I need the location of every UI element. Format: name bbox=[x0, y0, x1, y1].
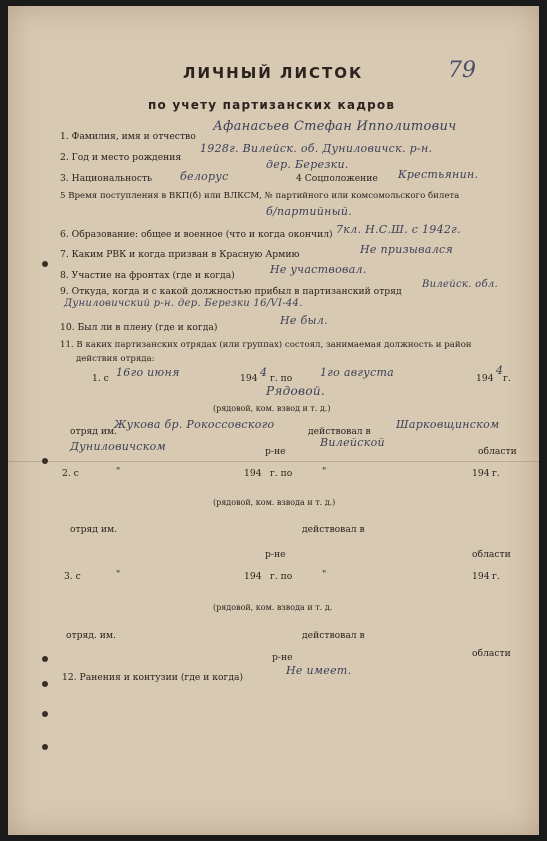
entry-2-year-mid: 194 bbox=[244, 468, 262, 479]
entry-3-year-mid: 194 bbox=[244, 571, 262, 582]
entry-1-year-end: 194 bbox=[476, 373, 494, 384]
entry-3-otryad-label: отряд. им. bbox=[66, 630, 116, 641]
field-4-label: 4 Соцположение bbox=[296, 173, 378, 184]
punch-hole bbox=[42, 744, 48, 750]
entry-1-year-end-hw: 4 bbox=[496, 364, 504, 377]
punch-hole bbox=[42, 261, 48, 267]
field-12-label: 12. Ранения и контузии (где и когда) bbox=[62, 672, 244, 683]
field-5-value: б/партийный. bbox=[266, 205, 353, 218]
entry-3-year-end-suffix: г. bbox=[492, 571, 500, 582]
entry-3-num: 3. с bbox=[64, 571, 81, 582]
field-8-label: 8. Участие на фронтах (где и когда) bbox=[60, 270, 235, 281]
entry-2-otryad-label: отряд им. bbox=[70, 524, 118, 535]
entry-1-g-po: г. по bbox=[270, 373, 293, 384]
entry-1-oblast: области bbox=[478, 446, 517, 457]
field-4-value: Крестьянин. bbox=[398, 168, 479, 181]
entry-1-role: Рядовой. bbox=[266, 384, 326, 398]
fold-line bbox=[8, 461, 539, 462]
entry-2-from: " bbox=[116, 466, 121, 477]
entry-3-year-end: 194 bbox=[472, 571, 490, 582]
entry-1-place: Шарковщинском bbox=[396, 418, 500, 431]
field-1-value: Афанасьев Стефан Ипполитович bbox=[213, 119, 457, 134]
field-6-value: 7кл. Н.С.Ш. с 1942г. bbox=[336, 223, 461, 236]
entry-3-role-caption: (рядовой, ком. взвода и т. д. bbox=[213, 603, 333, 612]
entry-2-oblast: области bbox=[472, 549, 511, 560]
entry-2-deistvoval: действовал в bbox=[302, 524, 365, 535]
field-9-value-line2: Дуниловичский р-н. дер. Березки 16/VI-44. bbox=[64, 298, 303, 309]
entry-3-oblast: области bbox=[472, 648, 511, 659]
entry-1-year-end-suffix: г. bbox=[503, 373, 511, 384]
entry-1-otryad-label: отряд им. bbox=[70, 426, 118, 437]
entry-2-rne: р-не bbox=[265, 549, 286, 560]
page-title: ЛИЧНЫЙ ЛИСТОК bbox=[183, 64, 364, 82]
entry-3-from: " bbox=[116, 569, 121, 580]
field-11-label-line2: действия отряда: bbox=[76, 354, 155, 364]
field-2-value-line1: 1928г. Вилейск. об. Дуниловичск. р-н. bbox=[200, 142, 433, 155]
entry-1-deistvoval: действовал в bbox=[308, 426, 371, 437]
field-2-label: 2. Год и место рождения bbox=[60, 152, 182, 163]
entry-1-to: 1го августа bbox=[320, 366, 395, 379]
field-7-value: Не призывался bbox=[360, 243, 454, 256]
entry-3-to: " bbox=[322, 569, 327, 580]
entry-1-oblast-value: Вилейской bbox=[320, 436, 385, 449]
document-sheet bbox=[8, 6, 539, 835]
punch-hole bbox=[42, 656, 48, 662]
entry-3-rne: р-не bbox=[272, 652, 293, 663]
entry-3-deistvoval: действовал в bbox=[302, 630, 365, 641]
field-5-label: 5 Время поступления в ВКП(б) или ВЛКСМ, № партийного или комсомольского билета bbox=[60, 191, 460, 201]
entry-2-year-end: 194 bbox=[472, 468, 490, 479]
entry-1-year-mid: 194 bbox=[240, 373, 258, 384]
entry-2-year-end-suffix: г. bbox=[492, 468, 500, 479]
corner-number: 79 bbox=[448, 58, 476, 83]
entry-1-from: 16го июня bbox=[116, 366, 180, 379]
field-8-value: Не участвовал. bbox=[270, 263, 367, 276]
punch-hole bbox=[42, 711, 48, 717]
field-12-value: Не имеет. bbox=[286, 664, 352, 677]
entry-1-num: 1. с bbox=[92, 373, 109, 384]
punch-hole bbox=[42, 681, 48, 687]
entry-2-g-po: г. по bbox=[270, 468, 293, 479]
field-1-label: 1. Фамилия, имя и отчество bbox=[60, 131, 196, 142]
field-2-value-line2: дер. Березки. bbox=[266, 158, 349, 171]
punch-hole bbox=[42, 458, 48, 464]
field-3-label: 3. Национальность bbox=[60, 173, 153, 184]
field-9-label: 9. Откуда, когда и с какой должностью прибыл в партизанский отряд bbox=[60, 286, 402, 297]
entry-1-role-caption: (рядовой, ком. взвод и т. д.) bbox=[213, 404, 331, 413]
page-subtitle: по учету партизанских кадров bbox=[148, 98, 396, 112]
field-6-label: 6. Образование: общее и военное (что и когда окончил) bbox=[60, 229, 333, 240]
field-7-label: 7. Каким РВК и когда призван в Красную Армию bbox=[60, 249, 300, 260]
entry-3-g-po: г. по bbox=[270, 571, 293, 582]
field-10-value: Не был. bbox=[280, 314, 328, 327]
entry-2-to: " bbox=[322, 466, 327, 477]
field-9-value-line1: Вилейск. обл. bbox=[422, 279, 499, 290]
entry-2-role-caption: (рядовой, ком. взвода и т. д.) bbox=[213, 498, 336, 507]
entry-1-rne-left: Дуниловичском bbox=[70, 440, 166, 453]
entry-1-otryad-value: Жукова бр. Рокоссовского bbox=[114, 418, 275, 431]
entry-1-year-mid-hw: 4 bbox=[260, 366, 268, 379]
field-3-value: белорус bbox=[180, 170, 229, 183]
field-10-label: 10. Был ли в плену (где и когда) bbox=[60, 322, 218, 333]
entry-2-num: 2. с bbox=[62, 468, 79, 479]
entry-1-rne: р-не bbox=[265, 446, 286, 457]
field-11-label-line1: 11. В каких партизанских отрядах (или группах) состоял, занимаемая должность и район bbox=[60, 340, 472, 350]
